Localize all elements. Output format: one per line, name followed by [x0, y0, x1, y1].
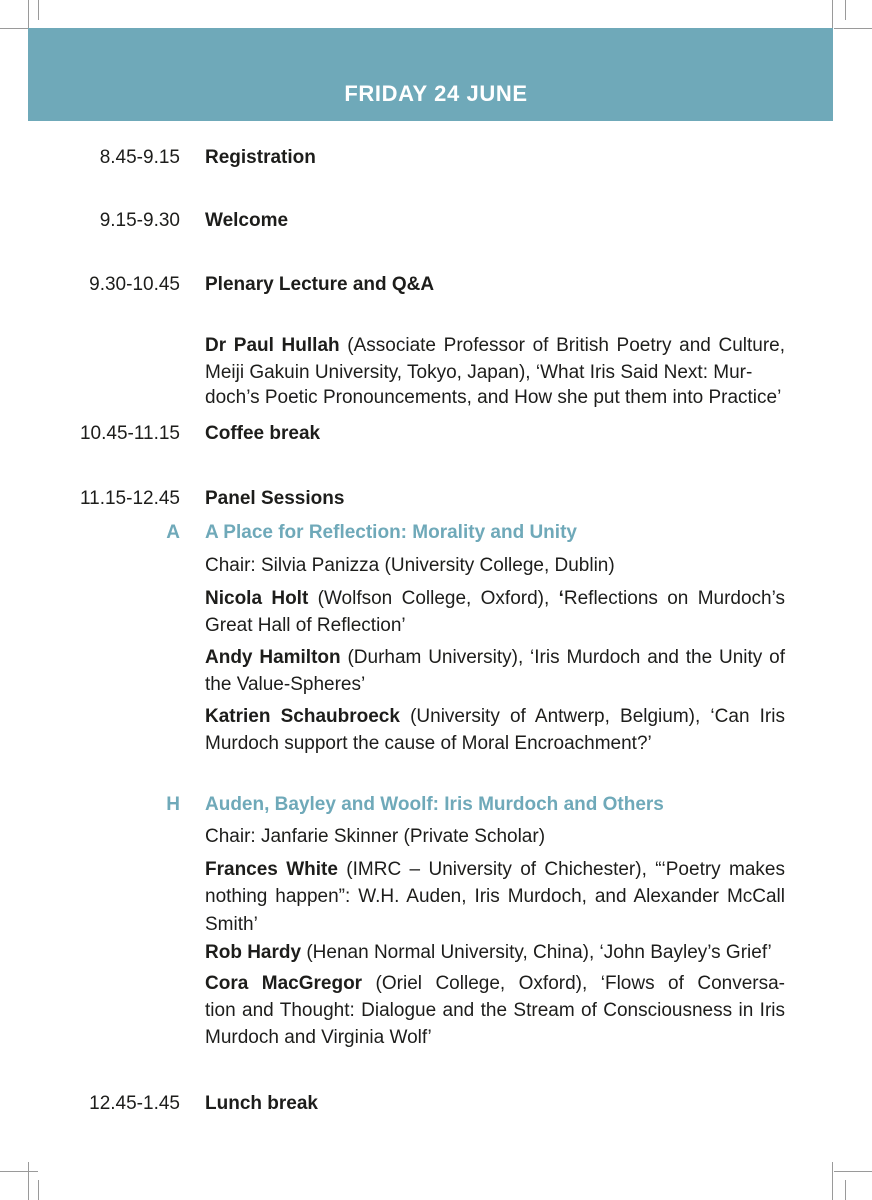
panel-a-talk: [205, 644, 785, 699]
panel-a-talk: [205, 703, 785, 758]
panels-time: 11.15-12.45: [79, 488, 180, 509]
panel-a-letter: A: [166, 522, 180, 543]
panel-h-talk-continued: tion and Thought: Dialogue and the Stream of Consciousness in Iris Murdoch and Virginia Wolf’: [205, 1000, 785, 1049]
plenary-time: 9.30-10.45: [89, 274, 180, 295]
talk-title: Reflections on Murdoch’s Great Hall of Reflection’: [205, 588, 785, 637]
talk-details: (Oriel College, Oxford), ‘Flows of Conversa-: [362, 973, 786, 994]
speaker-name: Katrien Schaubroeck: [205, 706, 400, 727]
crop-mark: [28, 1162, 29, 1200]
speaker-name: Andy Hamilton: [205, 647, 341, 668]
panel-h-talk: [205, 856, 785, 938]
crop-mark: [834, 1171, 872, 1172]
quote-mark: ‘: [558, 588, 564, 609]
panel-h-title: Auden, Bayley and Woolf: Iris Murdoch and Others: [205, 794, 664, 815]
speaker-name: Frances White: [205, 859, 338, 880]
crop-mark: [38, 0, 39, 20]
talk-details: (Henan Normal University, China), ‘John Bayley’s Grief’: [301, 942, 772, 963]
panel-h-talk: [205, 943, 772, 963]
speaker-name: Cora MacGregor: [205, 973, 363, 994]
day-title: FRIDAY 24 JUNE: [344, 81, 528, 106]
registration-title: Registration: [205, 147, 316, 168]
coffee-title: Coffee break: [205, 423, 321, 444]
talk-details: (Durham University), ‘Iris Murdoch and the Unity of the Value-Spheres’: [205, 647, 785, 696]
plenary-talk-title-end: doch’s Poetic Pronouncements, and How she put them into Practice’: [205, 387, 782, 408]
header-banner: [28, 28, 833, 121]
registration-time: 8.45-9.15: [99, 147, 180, 168]
panel-h-chair: Chair: Janfarie Skinner (Private Scholar): [205, 826, 546, 847]
plenary-title: Plenary Lecture and Q&A: [205, 274, 435, 295]
panel-h-talk: [205, 970, 785, 997]
welcome-time: 9.15-9.30: [99, 210, 180, 231]
lunch-title: Lunch break: [205, 1093, 318, 1114]
talk-details: (Wolfson College, Oxford),: [308, 588, 559, 609]
speaker-name: Rob Hardy: [205, 942, 302, 963]
welcome-title: Welcome: [205, 210, 289, 231]
talk-details: (IMRC – University of Chichester), “‘Poetry makes nothing happen”: W.H. Auden, Iris Murdoch, and Alexander McCall Smith’: [205, 859, 785, 935]
crop-mark: [845, 0, 846, 20]
plenary-speaker-entry: [205, 332, 785, 387]
panel-a-talk: [205, 585, 785, 640]
speaker-name: Nicola Holt: [205, 588, 309, 609]
speaker-name: Dr Paul Hullah: [205, 335, 340, 356]
crop-mark: [0, 1171, 38, 1172]
crop-mark: [38, 1180, 39, 1200]
panel-a-chair: Chair: Silvia Panizza (University College, Dublin): [205, 555, 615, 576]
panel-h-letter: H: [166, 794, 180, 815]
coffee-time: 10.45-11.15: [79, 423, 180, 444]
lunch-time: 12.45-1.45: [89, 1093, 180, 1114]
panels-title: Panel Sessions: [205, 488, 345, 509]
crop-mark: [834, 28, 872, 29]
talk-details: (University of Antwerp, Belgium), ‘Can Iris Murdoch support the cause of Moral Encroachment?’: [205, 706, 785, 755]
crop-mark: [845, 1180, 846, 1200]
talk-details: (Associate Professor of British Poetry and Culture, Meiji Gakuin University, Tokyo, Japan), ‘What Iris Said Next: Mur-: [205, 335, 786, 384]
crop-mark: [832, 1162, 833, 1200]
panel-a-title: A Place for Reflection: Morality and Unity: [205, 522, 577, 543]
